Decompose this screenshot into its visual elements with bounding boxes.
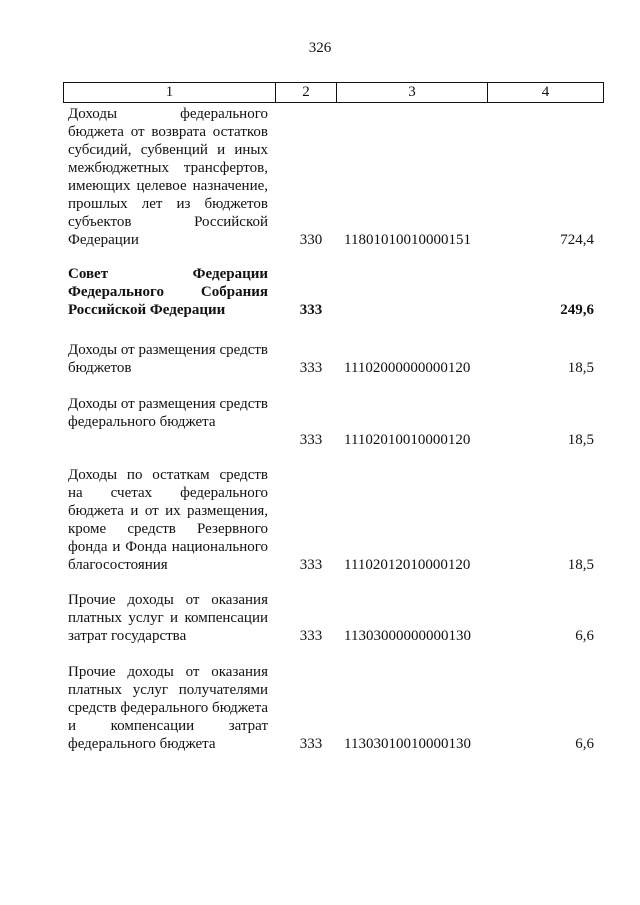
row-classification-code: 11102010010000120 [344, 432, 471, 448]
table-header [63, 82, 604, 103]
row-admin-code: 333 [299, 557, 323, 573]
row-amount: 18,5 [567, 432, 594, 448]
row-admin-code: 333 [299, 628, 323, 644]
row-classification-code: 11303000000000130 [344, 628, 471, 644]
row-admin-code: 333 [299, 432, 323, 448]
row-classification-code: 11801010010000151 [344, 232, 471, 248]
row-name: Доходы федерального бюджета от возврата остатков субсидий, субвенций и иных межбюджетных трансфертов, имеющих целевое назначение, прошлых лет из бюджетов субъектов Российской Федерации [68, 106, 268, 248]
row-classification-code: 11102012010000120 [344, 557, 471, 573]
row-name: Доходы по остаткам средств на счетах федерального бюджета и от их размещения, кроме средств Резервного фонда и Фонда национального благосостояния [68, 467, 268, 573]
row-amount: 18,5 [567, 557, 594, 573]
row-classification-code: 11303010010000130 [344, 736, 471, 752]
header-col-1: 1 [64, 83, 276, 103]
row-name: Совет Федерации Федерального Собрания Российской Федерации [68, 266, 268, 318]
row-amount: 6,6 [575, 628, 594, 644]
row-name: Доходы от размещения средств федерального бюджета [68, 396, 268, 430]
row-name: Доходы от размещения средств бюджетов [68, 342, 268, 376]
row-amount: 249,6 [560, 302, 594, 318]
row-amount: 724,4 [560, 232, 594, 248]
row-name: Прочие доходы от оказания платных услуг и компенсации затрат государства [68, 592, 268, 644]
row-admin-code: 333 [299, 736, 323, 752]
row-admin-code: 333 [299, 302, 323, 318]
row-admin-code: 333 [299, 360, 323, 376]
header-col-3: 3 [337, 83, 488, 103]
row-amount: 6,6 [575, 736, 594, 752]
header-row [64, 83, 604, 103]
row-name: Прочие доходы от оказания платных услуг получателями средств федерального бюджета и компенсации затрат федерального бюджета [68, 664, 268, 752]
row-classification-code: 11102000000000120 [344, 360, 471, 376]
header-col-4: 4 [488, 83, 604, 103]
header-col-2: 2 [276, 83, 337, 103]
page-number: 326 [308, 40, 332, 56]
row-amount: 18,5 [567, 360, 594, 376]
row-admin-code: 330 [299, 232, 323, 248]
